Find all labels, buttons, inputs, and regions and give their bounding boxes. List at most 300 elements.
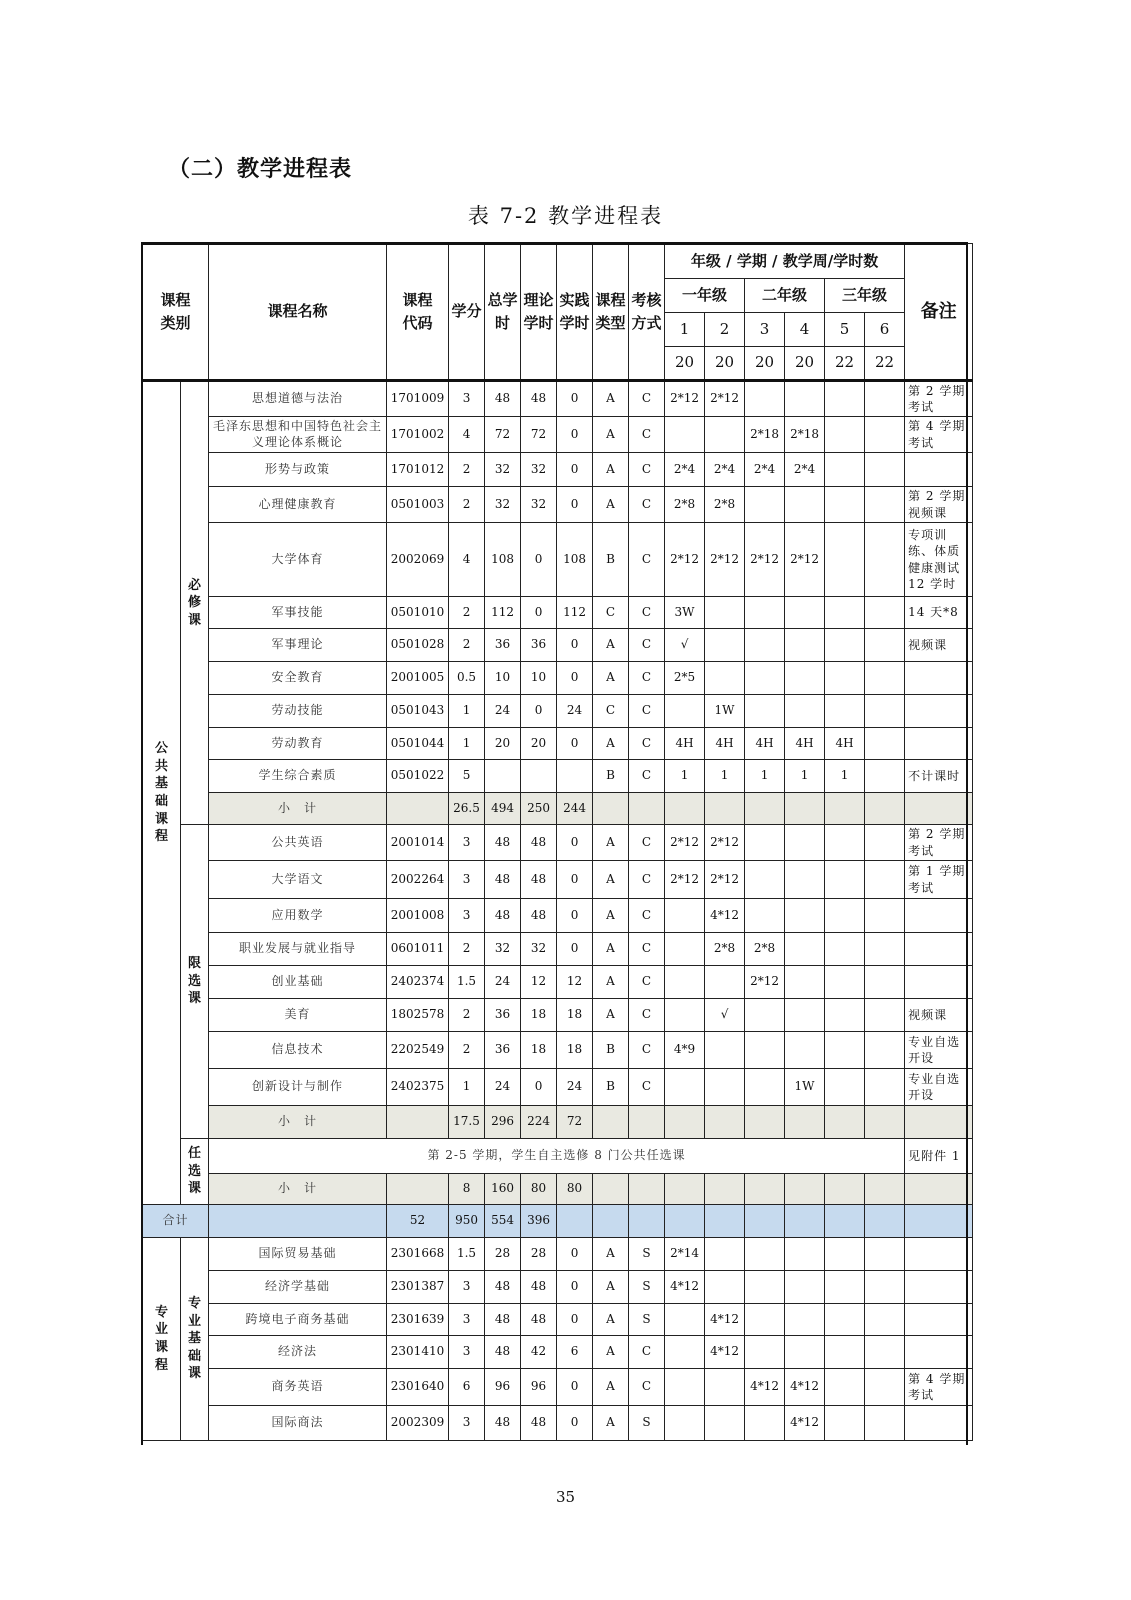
group-limited-elective: 限 选 课 — [181, 825, 209, 1139]
course-type: A — [593, 933, 629, 966]
course-exam: S — [629, 1304, 665, 1336]
course-total: 48 — [485, 1336, 521, 1369]
summary-theory: 224 — [521, 1106, 557, 1139]
course-exam: S — [629, 1238, 665, 1271]
course-credit: 3 — [449, 1406, 485, 1441]
semester-hours — [705, 1271, 745, 1304]
course-practice: 112 — [557, 597, 593, 629]
summary-credit: 17.5 — [449, 1106, 485, 1139]
course-note: 14 天*8 — [905, 597, 973, 629]
course-row — [143, 825, 973, 861]
semester-hours — [745, 1336, 785, 1369]
semester-hours — [705, 1069, 745, 1106]
semester-hours: 1W — [705, 695, 745, 728]
semester-hours — [745, 629, 785, 662]
group-required: 必 修 课 — [181, 381, 209, 825]
semester-hours — [785, 695, 825, 728]
course-total: 48 — [485, 825, 521, 861]
course-code: 0601011 — [387, 933, 449, 966]
course-exam: C — [629, 381, 665, 417]
header-semester: 3 — [745, 313, 785, 347]
summary-total: 494 — [485, 793, 521, 825]
semester-hours — [865, 825, 905, 861]
semester-hours — [785, 1032, 825, 1069]
semester-hours: 4*12 — [705, 899, 745, 933]
course-practice: 0 — [557, 1304, 593, 1336]
course-credit: 1 — [449, 1069, 485, 1106]
course-credit: 3 — [449, 861, 485, 899]
course-row — [143, 899, 973, 933]
summary-empty — [905, 1174, 973, 1205]
semester-hours — [745, 695, 785, 728]
semester-hours: 2*12 — [745, 966, 785, 999]
course-total: 48 — [485, 1271, 521, 1304]
course-type: B — [593, 1032, 629, 1069]
semester-hours — [865, 1069, 905, 1106]
course-row — [143, 662, 973, 695]
course-note — [905, 1304, 973, 1336]
course-type: A — [593, 487, 629, 523]
semester-hours — [745, 825, 785, 861]
course-credit: 1.5 — [449, 966, 485, 999]
course-practice: 6 — [557, 1336, 593, 1369]
header-course-type: 课程 类型 — [593, 244, 629, 381]
semester-hours — [745, 381, 785, 417]
semester-hours: 2*12 — [665, 523, 705, 597]
course-theory: 48 — [521, 899, 557, 933]
semester-hours — [865, 417, 905, 453]
header-practice-hours: 实践 学时 — [557, 244, 593, 381]
course-total: 48 — [485, 899, 521, 933]
course-total: 36 — [485, 629, 521, 662]
course-note: 视频课 — [905, 999, 973, 1032]
course-row — [143, 1271, 973, 1304]
course-total: 48 — [485, 861, 521, 899]
summary-empty — [905, 1106, 973, 1139]
course-name: 安全教育 — [209, 662, 387, 695]
course-note — [905, 933, 973, 966]
course-exam: C — [629, 662, 665, 695]
semester-hours — [745, 1032, 785, 1069]
course-practice: 18 — [557, 1032, 593, 1069]
semester-hours: 2*14 — [665, 1238, 705, 1271]
course-row — [143, 597, 973, 629]
summary-empty — [705, 1106, 745, 1139]
course-name: 心理健康教育 — [209, 487, 387, 523]
course-name: 信息技术 — [209, 1032, 387, 1069]
course-practice: 0 — [557, 1406, 593, 1441]
semester-hours — [825, 933, 865, 966]
page-number: 35 — [555, 1488, 576, 1506]
course-credit: 1 — [449, 728, 485, 760]
header-schedule-title: 年级 / 学期 / 教学周/学时数 — [665, 244, 905, 279]
course-credit: 2 — [449, 933, 485, 966]
semester-hours: 2*8 — [665, 487, 705, 523]
semester-hours — [825, 1069, 865, 1106]
summary-label: 合计 — [143, 1205, 209, 1238]
semester-hours: 4*12 — [785, 1406, 825, 1441]
course-theory: 18 — [521, 1032, 557, 1069]
semester-hours — [745, 1271, 785, 1304]
semester-hours — [705, 662, 745, 695]
course-theory: 10 — [521, 662, 557, 695]
semester-hours — [785, 899, 825, 933]
course-theory: 48 — [521, 1304, 557, 1336]
semester-hours — [785, 662, 825, 695]
summary-credit: 52 — [387, 1205, 449, 1238]
course-name: 经济学基础 — [209, 1271, 387, 1304]
semester-hours — [825, 899, 865, 933]
course-theory: 72 — [521, 417, 557, 453]
course-row — [143, 999, 973, 1032]
semester-hours — [825, 417, 865, 453]
semester-hours — [865, 1032, 905, 1069]
course-row — [143, 1336, 973, 1369]
semester-hours: 4*12 — [665, 1271, 705, 1304]
semester-hours — [865, 453, 905, 487]
summary-code — [387, 1174, 449, 1205]
course-type: A — [593, 1369, 629, 1406]
course-total: 108 — [485, 523, 521, 597]
course-total: 10 — [485, 662, 521, 695]
semester-hours — [785, 1336, 825, 1369]
semester-hours — [825, 861, 865, 899]
semester-hours — [665, 1369, 705, 1406]
course-practice: 0 — [557, 662, 593, 695]
semester-hours: 2*4 — [745, 453, 785, 487]
semester-hours: 4*12 — [705, 1304, 745, 1336]
semester-hours: 2*4 — [665, 453, 705, 487]
semester-hours — [745, 899, 785, 933]
semester-hours — [825, 453, 865, 487]
semester-hours — [825, 662, 865, 695]
course-exam: C — [629, 899, 665, 933]
course-name: 毛泽东思想和中国特色社会主义理论体系概论 — [209, 417, 387, 453]
semester-hours — [665, 933, 705, 966]
course-practice: 108 — [557, 523, 593, 597]
course-code: 1701002 — [387, 417, 449, 453]
summary-empty — [705, 1174, 745, 1205]
course-type: A — [593, 381, 629, 417]
course-exam: C — [629, 417, 665, 453]
course-theory: 20 — [521, 728, 557, 760]
header-teaching-weeks: 22 — [825, 347, 865, 381]
subtotal-row — [143, 1174, 973, 1205]
course-note: 第 2 学期考试 — [905, 825, 973, 861]
course-type: A — [593, 1336, 629, 1369]
summary-empty — [665, 793, 705, 825]
course-note: 第 2 学期视频课 — [905, 487, 973, 523]
summary-empty — [629, 1106, 665, 1139]
course-practice: 24 — [557, 1069, 593, 1106]
course-practice: 0 — [557, 487, 593, 523]
course-name: 应用数学 — [209, 899, 387, 933]
course-theory: 42 — [521, 1336, 557, 1369]
course-note — [905, 899, 973, 933]
course-note — [905, 1336, 973, 1369]
semester-hours — [665, 695, 705, 728]
header-theory-hours: 理论 学时 — [521, 244, 557, 381]
course-type: A — [593, 417, 629, 453]
course-theory: 36 — [521, 629, 557, 662]
course-theory: 28 — [521, 1238, 557, 1271]
semester-hours — [745, 1406, 785, 1441]
course-total: 48 — [485, 1406, 521, 1441]
semester-hours: 4*9 — [665, 1032, 705, 1069]
elective-row — [143, 1139, 973, 1174]
semester-hours — [865, 933, 905, 966]
semester-hours — [865, 760, 905, 793]
course-name: 大学体育 — [209, 523, 387, 597]
semester-hours — [665, 999, 705, 1032]
course-row — [143, 861, 973, 899]
header-category: 课程 类别 — [143, 244, 209, 381]
semester-hours — [705, 1406, 745, 1441]
semester-hours — [825, 966, 865, 999]
semester-hours — [865, 728, 905, 760]
course-code: 2002264 — [387, 861, 449, 899]
semester-hours — [825, 597, 865, 629]
course-theory: 12 — [521, 966, 557, 999]
course-credit: 2 — [449, 1032, 485, 1069]
course-code: 2202549 — [387, 1032, 449, 1069]
course-theory: 32 — [521, 453, 557, 487]
header-note: 备注 — [905, 244, 973, 381]
course-type: A — [593, 453, 629, 487]
course-row — [143, 1032, 973, 1069]
course-credit: 4 — [449, 523, 485, 597]
semester-hours: 2*5 — [665, 662, 705, 695]
course-note — [905, 1406, 973, 1441]
semester-hours — [665, 1304, 705, 1336]
summary-empty — [665, 1174, 705, 1205]
course-note: 不计课时 — [905, 760, 973, 793]
summary-empty — [865, 1174, 905, 1205]
course-exam: S — [629, 1406, 665, 1441]
course-exam: C — [629, 695, 665, 728]
course-code: 1802578 — [387, 999, 449, 1032]
semester-hours — [825, 695, 865, 728]
summary-empty — [865, 1205, 905, 1238]
course-note: 第 1 学期考试 — [905, 861, 973, 899]
semester-hours: 4*12 — [745, 1369, 785, 1406]
semester-hours — [825, 1336, 865, 1369]
semester-hours: 4H — [745, 728, 785, 760]
summary-total: 296 — [485, 1106, 521, 1139]
course-name: 军事理论 — [209, 629, 387, 662]
group-major-basic: 专 业 基 础 课 — [181, 1238, 209, 1441]
course-total: 24 — [485, 966, 521, 999]
semester-hours — [825, 1238, 865, 1271]
semester-hours — [745, 487, 785, 523]
semester-hours — [785, 1304, 825, 1336]
summary-theory: 80 — [521, 1174, 557, 1205]
course-credit: 5 — [449, 760, 485, 793]
course-code: 2402374 — [387, 966, 449, 999]
course-note — [905, 453, 973, 487]
course-name: 国际商法 — [209, 1406, 387, 1441]
semester-hours: 4H — [665, 728, 705, 760]
semester-hours — [825, 629, 865, 662]
course-name: 国际贸易基础 — [209, 1238, 387, 1271]
group-major-courses: 专 业 课 程 — [143, 1238, 181, 1441]
semester-hours — [705, 1369, 745, 1406]
course-exam: C — [629, 933, 665, 966]
course-theory: 0 — [521, 523, 557, 597]
course-credit: 3 — [449, 899, 485, 933]
header-credit: 学分 — [449, 244, 485, 381]
course-practice: 0 — [557, 417, 593, 453]
semester-hours: 2*12 — [665, 861, 705, 899]
semester-hours — [785, 966, 825, 999]
course-name: 职业发展与就业指导 — [209, 933, 387, 966]
summary-empty — [705, 1205, 745, 1238]
course-credit: 2 — [449, 597, 485, 629]
header-semester: 4 — [785, 313, 825, 347]
semester-hours: 3W — [665, 597, 705, 629]
summary-empty — [785, 1205, 825, 1238]
course-code: 2001008 — [387, 899, 449, 933]
summary-credit: 8 — [449, 1174, 485, 1205]
course-theory: 32 — [521, 933, 557, 966]
summary-empty — [905, 793, 973, 825]
semester-hours — [865, 1369, 905, 1406]
summary-empty — [745, 1106, 785, 1139]
course-note: 视频课 — [905, 629, 973, 662]
semester-hours — [865, 1271, 905, 1304]
course-credit: 1 — [449, 695, 485, 728]
summary-practice: 244 — [557, 793, 593, 825]
course-exam: C — [629, 861, 665, 899]
semester-hours: 4H — [825, 728, 865, 760]
course-note: 第 2 学期考试 — [905, 381, 973, 417]
course-type: A — [593, 662, 629, 695]
course-total: 32 — [485, 933, 521, 966]
course-type: A — [593, 999, 629, 1032]
course-theory: 48 — [521, 861, 557, 899]
course-total: 28 — [485, 1238, 521, 1271]
teaching-schedule-table — [142, 243, 973, 1441]
semester-hours: 2*12 — [665, 825, 705, 861]
course-theory: 32 — [521, 487, 557, 523]
semester-hours — [745, 1238, 785, 1271]
semester-hours: 2*8 — [705, 933, 745, 966]
semester-hours: 1W — [785, 1069, 825, 1106]
course-total: 24 — [485, 695, 521, 728]
semester-hours: 2*18 — [745, 417, 785, 453]
semester-hours — [865, 1336, 905, 1369]
semester-hours: 1 — [745, 760, 785, 793]
course-row — [143, 453, 973, 487]
semester-hours — [745, 662, 785, 695]
semester-hours: 4*12 — [705, 1336, 745, 1369]
course-note: 专业自选开设 — [905, 1069, 973, 1106]
summary-code — [387, 793, 449, 825]
header-teaching-weeks: 20 — [745, 347, 785, 381]
course-code: 2402375 — [387, 1069, 449, 1106]
course-theory: 48 — [521, 825, 557, 861]
semester-hours — [825, 487, 865, 523]
course-theory: 48 — [521, 1406, 557, 1441]
semester-hours: 2*12 — [705, 381, 745, 417]
course-type: A — [593, 1406, 629, 1441]
course-name: 劳动技能 — [209, 695, 387, 728]
course-code: 2001005 — [387, 662, 449, 695]
semester-hours: 1 — [785, 760, 825, 793]
course-total: 112 — [485, 597, 521, 629]
course-type: A — [593, 861, 629, 899]
course-name: 大学语文 — [209, 861, 387, 899]
course-row — [143, 728, 973, 760]
elective-note: 见附件 1 — [905, 1139, 973, 1174]
course-total: 36 — [485, 1032, 521, 1069]
course-practice: 18 — [557, 999, 593, 1032]
course-note: 专项训练、体质健康测试 12 学时 — [905, 523, 973, 597]
course-credit: 3 — [449, 1336, 485, 1369]
course-code: 0501043 — [387, 695, 449, 728]
semester-hours: 2*4 — [785, 453, 825, 487]
course-type: A — [593, 825, 629, 861]
semester-hours: 2*12 — [785, 523, 825, 597]
course-practice: 0 — [557, 728, 593, 760]
summary-empty — [825, 793, 865, 825]
summary-empty — [785, 793, 825, 825]
course-name: 经济法 — [209, 1336, 387, 1369]
course-exam: C — [629, 1069, 665, 1106]
summary-empty — [629, 1174, 665, 1205]
summary-theory: 554 — [485, 1205, 521, 1238]
semester-hours — [785, 381, 825, 417]
table-caption: 表 7-2 教学进程表 — [467, 204, 664, 228]
header-total-hours: 总学 时 — [485, 244, 521, 381]
course-exam: C — [629, 1032, 665, 1069]
header-semester: 6 — [865, 313, 905, 347]
summary-empty — [629, 793, 665, 825]
course-credit: 3 — [449, 1271, 485, 1304]
semester-hours — [665, 966, 705, 999]
course-note — [905, 662, 973, 695]
course-code: 0501010 — [387, 597, 449, 629]
course-total: 48 — [485, 1304, 521, 1336]
semester-hours — [865, 662, 905, 695]
course-theory: 48 — [521, 381, 557, 417]
course-exam: C — [629, 453, 665, 487]
course-name: 创新设计与制作 — [209, 1069, 387, 1106]
semester-hours — [825, 999, 865, 1032]
semester-hours: 1 — [705, 760, 745, 793]
course-practice: 0 — [557, 1369, 593, 1406]
header-year-1: 一年级 — [665, 279, 745, 313]
course-total: 72 — [485, 417, 521, 453]
summary-practice: 72 — [557, 1106, 593, 1139]
course-row — [143, 523, 973, 597]
course-theory: 96 — [521, 1369, 557, 1406]
semester-hours: √ — [705, 999, 745, 1032]
semester-hours — [745, 1069, 785, 1106]
summary-empty — [865, 1106, 905, 1139]
semester-hours — [785, 933, 825, 966]
summary-empty — [825, 1106, 865, 1139]
course-exam: C — [629, 597, 665, 629]
course-note — [905, 966, 973, 999]
header-semester: 2 — [705, 313, 745, 347]
course-name: 商务英语 — [209, 1369, 387, 1406]
summary-empty — [825, 1205, 865, 1238]
course-theory: 0 — [521, 597, 557, 629]
course-total: 96 — [485, 1369, 521, 1406]
summary-total: 950 — [449, 1205, 485, 1238]
course-row — [143, 1069, 973, 1106]
